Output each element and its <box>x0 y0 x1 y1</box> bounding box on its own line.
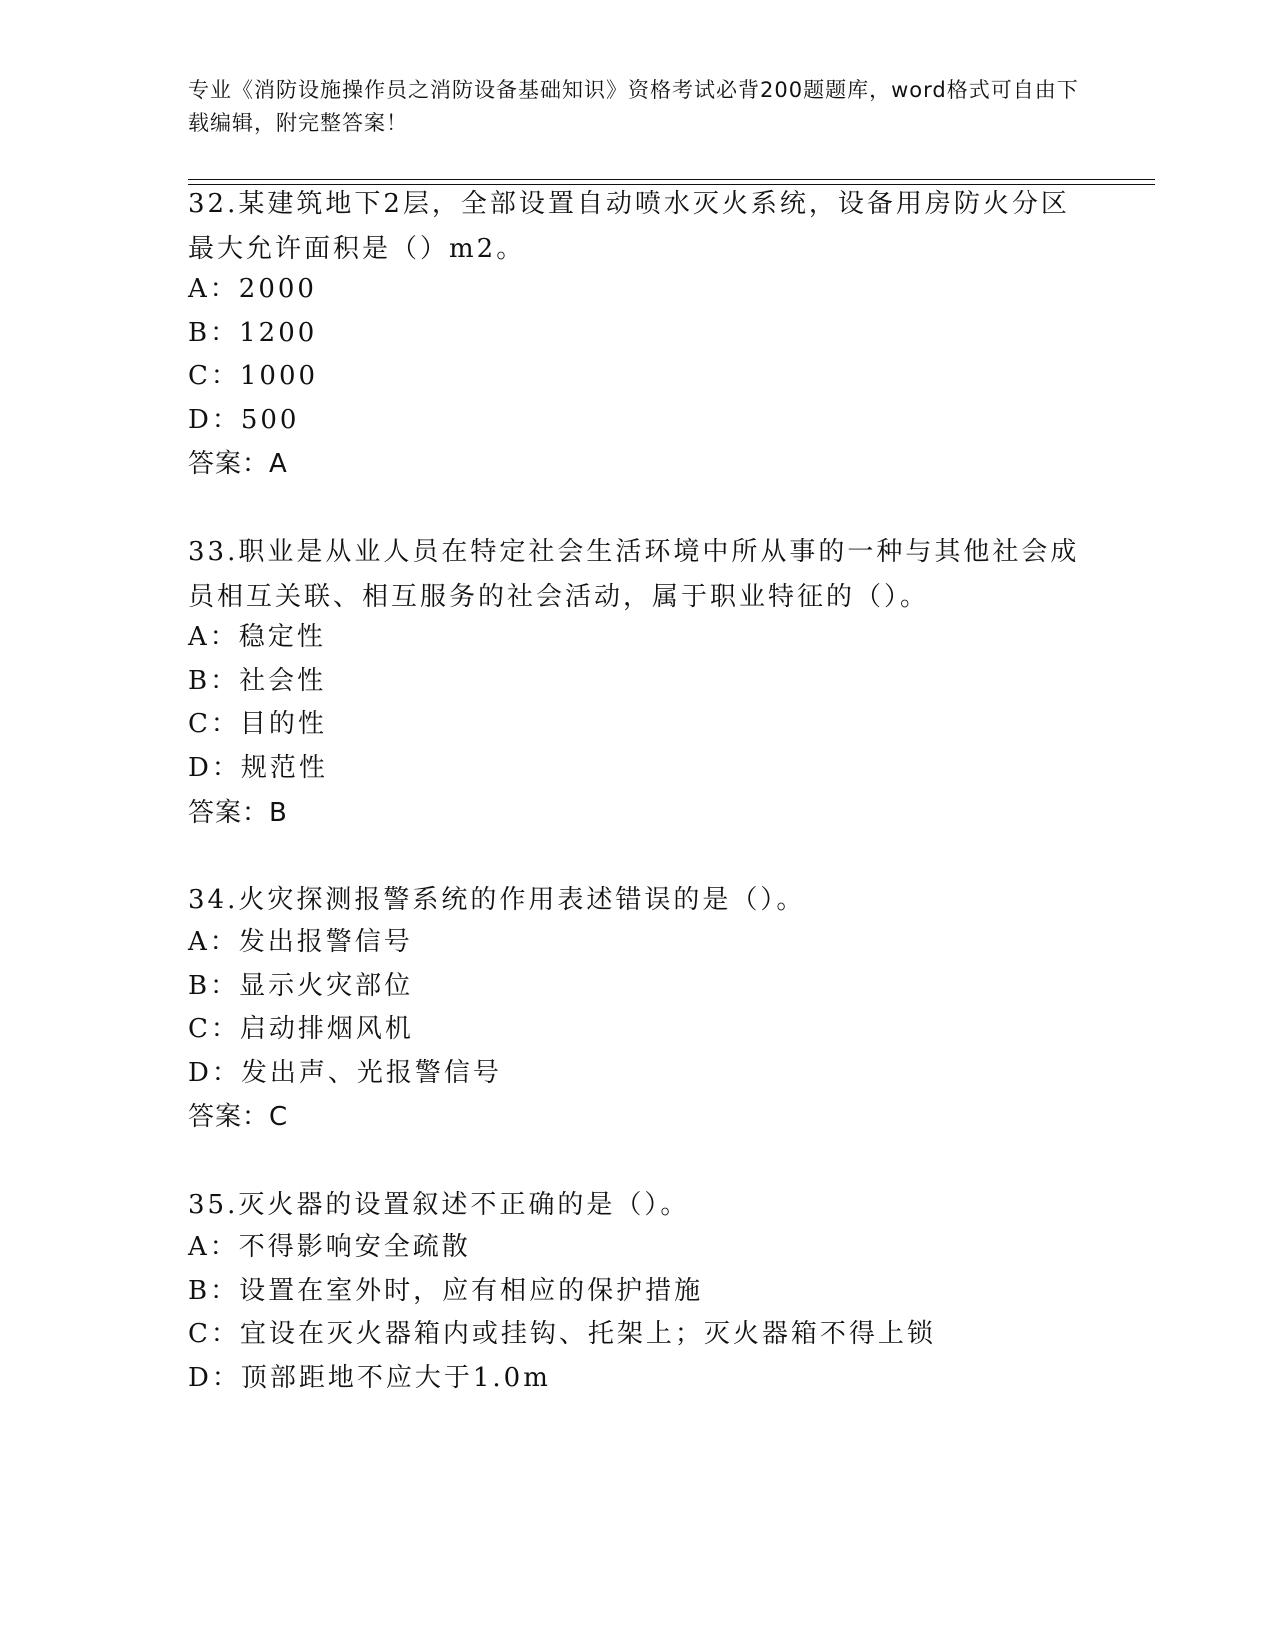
question-text: 34.火灾探测报警系统的作用表述错误的是（）。 <box>188 885 806 915</box>
answer-label: 答案：A <box>188 449 288 479</box>
option-a: A：发出报警信号 <box>188 927 413 957</box>
option-c: C：启动排烟风机 <box>188 1014 414 1044</box>
option-d: D：顶部距地不应大于1.0m <box>188 1363 551 1393</box>
option-d: D：发出声、光报警信号 <box>188 1058 502 1088</box>
question-text: 32.某建筑地下2层，全部设置自动喷水灭火系统，设备用房防火分区最大允许面积是（）m2。 <box>188 189 1070 264</box>
option-d: D：规范性 <box>188 753 328 783</box>
option-d: D：500 <box>188 405 300 435</box>
answer-label: 答案：B <box>188 798 288 828</box>
option-a: A：稳定性 <box>188 622 326 652</box>
option-b: B：显示火灾部位 <box>188 971 414 1001</box>
question-text: 33.职业是从业人员在特定社会生活环境中所从事的一种与其他社会成员相互关联、相互服务的社会活动，属于职业特征的（）。 <box>188 537 1080 612</box>
answer-label: 答案：C <box>188 1102 289 1132</box>
option-a: A：2000 <box>188 274 317 304</box>
option-c: C：目的性 <box>188 709 327 739</box>
option-c: C：1000 <box>188 361 319 391</box>
document-header: 专业《消防设施操作员之消防设备基础知识》资格考试必背200题题库，word格式可自由下载编辑，附完整答案！ <box>188 78 1079 135</box>
header-divider-top <box>188 179 1155 180</box>
option-a: A：不得影响安全疏散 <box>188 1232 471 1262</box>
option-b: B：设置在室外时，应有相应的保护措施 <box>188 1276 704 1306</box>
option-c: C：宜设在灭火器箱内或挂钩、托架上；灭火器箱不得上锁 <box>188 1319 936 1349</box>
question-text: 35.灭火器的设置叙述不正确的是（）。 <box>188 1190 690 1220</box>
option-b: B：社会性 <box>188 666 327 696</box>
option-b: B：1200 <box>188 318 318 348</box>
